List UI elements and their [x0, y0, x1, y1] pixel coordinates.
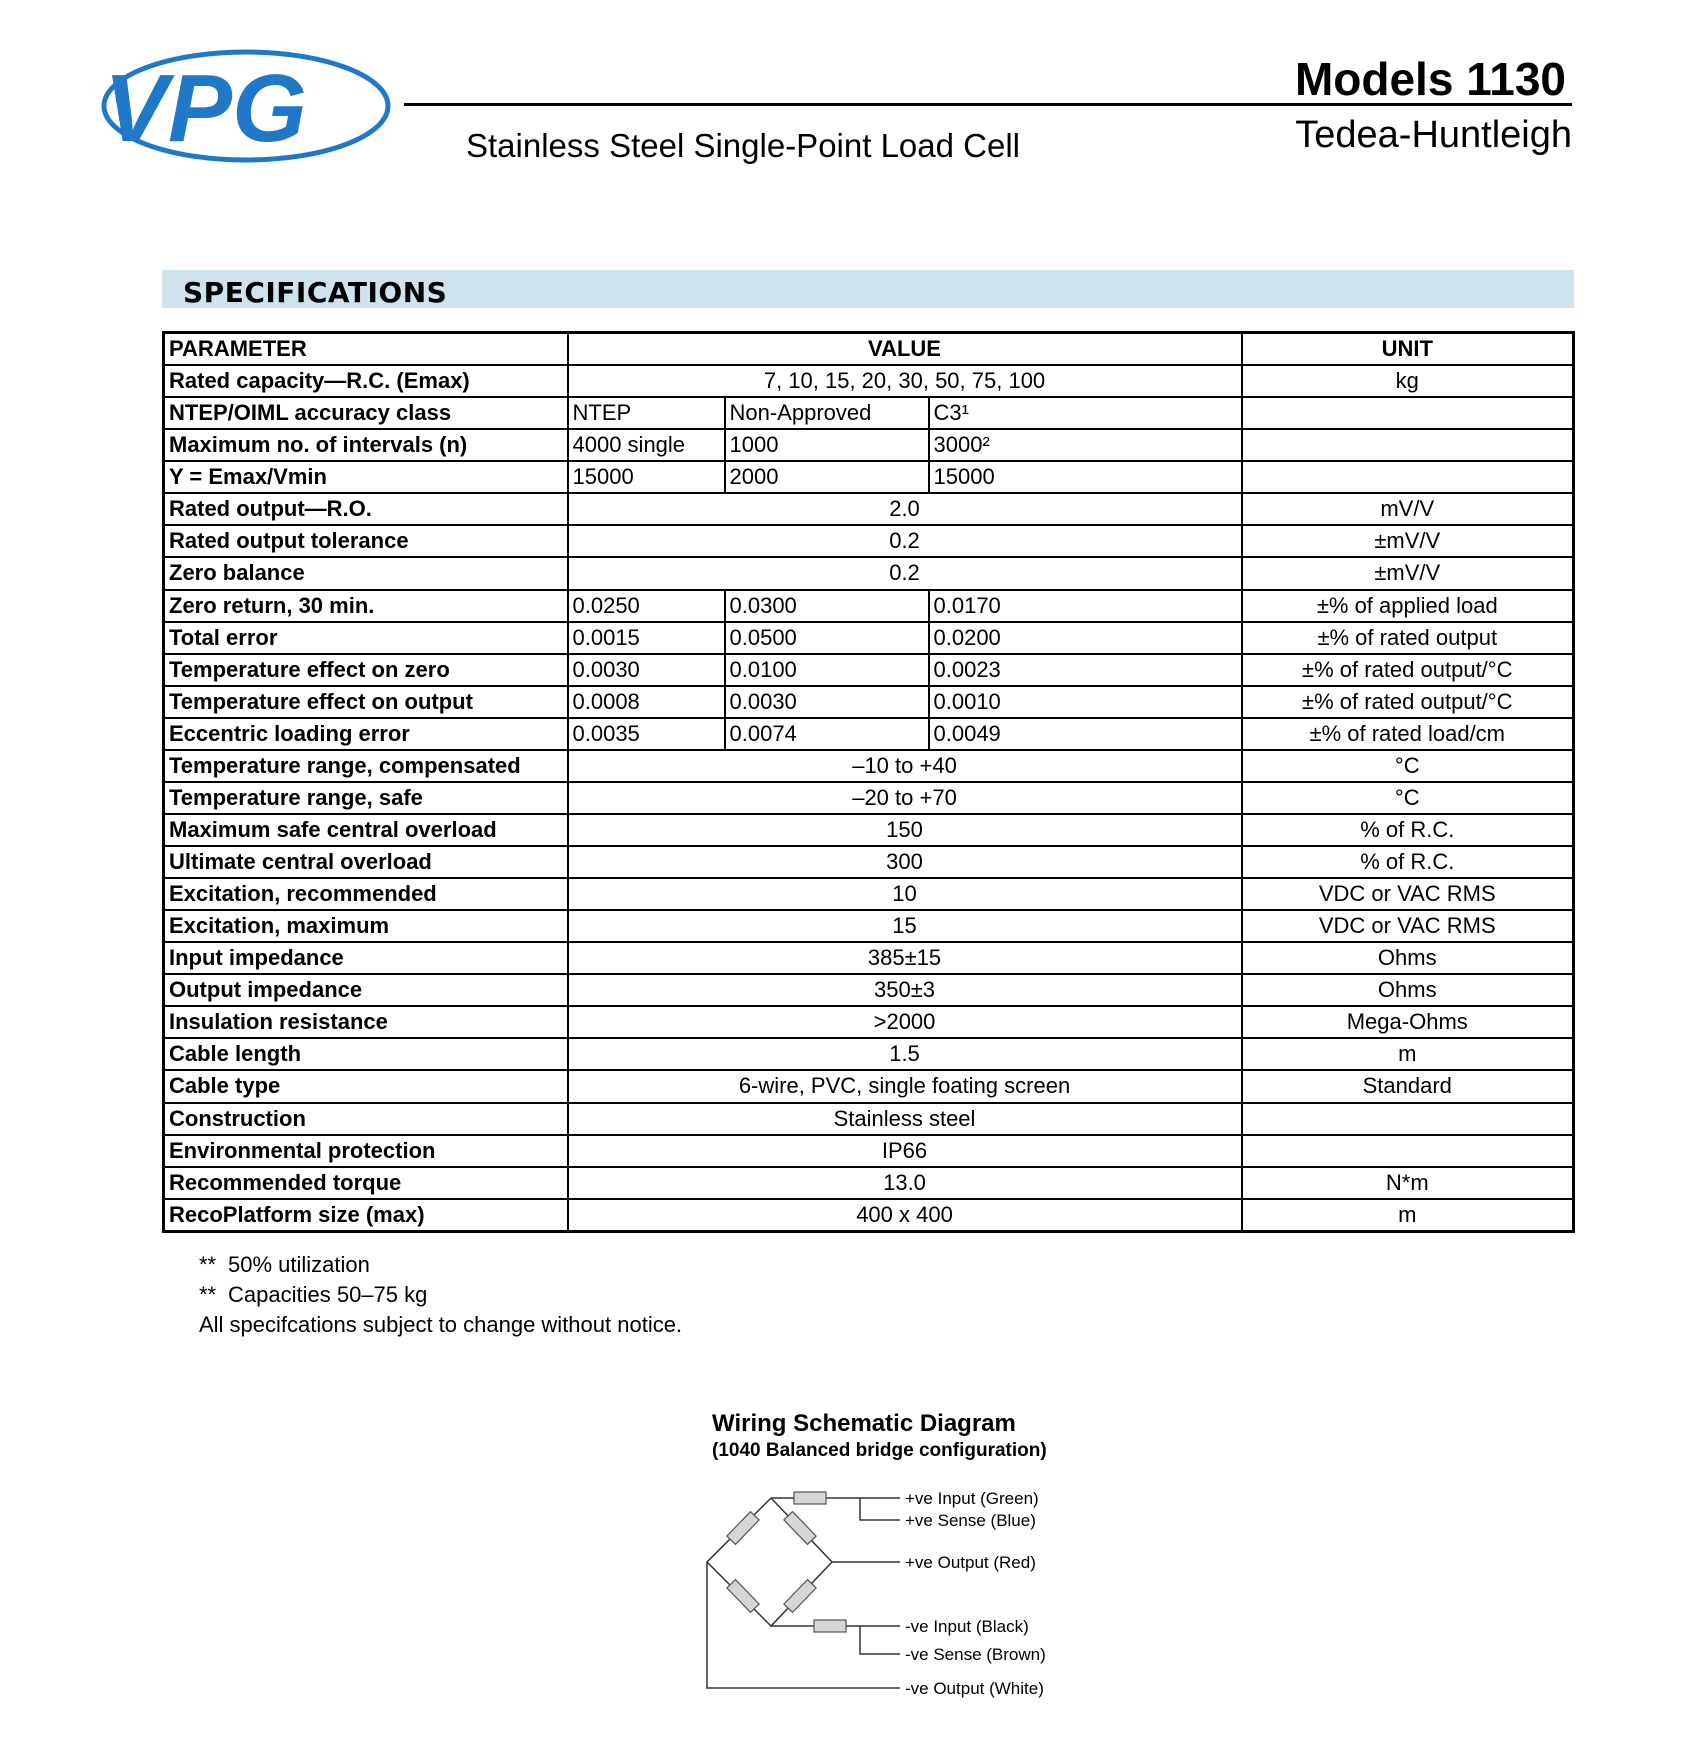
table-row [164, 525, 1574, 557]
footnote-1 [199, 1250, 682, 1280]
row-value-nonapproved: 0.0030 [725, 686, 929, 718]
row-param: Temperature range, compensated [164, 750, 568, 782]
row-value: 300 [568, 846, 1242, 878]
row-value-c3: 0.0170 [929, 590, 1242, 622]
row-unit: N*m [1242, 1167, 1574, 1199]
row-param: Rated capacity—R.C. (Emax) [164, 365, 568, 397]
row-value: 10 [568, 878, 1242, 910]
row-unit: VDC or VAC RMS [1242, 910, 1574, 942]
row-value: 385±15 [568, 942, 1242, 974]
row-unit [1242, 1135, 1574, 1167]
table-row [164, 397, 1574, 429]
row-unit: Standard [1242, 1070, 1574, 1102]
row-value-ntep: 15000 [568, 461, 725, 493]
row-value-nonapproved: 0.0300 [725, 590, 929, 622]
row-param: Input impedance [164, 942, 568, 974]
row-value-nonapproved: 0.0100 [725, 654, 929, 686]
row-param: Recommended torque [164, 1167, 568, 1199]
row-value-c3: 0.0049 [929, 718, 1242, 750]
table-row [164, 750, 1574, 782]
row-unit [1242, 397, 1574, 429]
table-row [164, 622, 1574, 654]
wiring-subtitle: (1040 Balanced bridge configuration) [712, 1440, 1047, 1461]
row-value-nonapproved: Non-Approved [725, 397, 929, 429]
table-row [164, 1135, 1574, 1167]
table-row [164, 974, 1574, 1006]
row-value-c3: 0.0200 [929, 622, 1242, 654]
row-value-nonapproved: 2000 [725, 461, 929, 493]
row-param: NTEP/OIML accuracy class [164, 397, 568, 429]
table-row [164, 1038, 1574, 1070]
row-value: 15 [568, 910, 1242, 942]
row-value: 0.2 [568, 525, 1242, 557]
row-value-nonapproved: 1000 [725, 429, 929, 461]
model-title: Models 1130 [1294, 53, 1566, 105]
row-value: 2.0 [568, 493, 1242, 525]
row-value: 0.2 [568, 557, 1242, 589]
row-unit: % of R.C. [1242, 814, 1574, 846]
row-unit: kg [1242, 365, 1574, 397]
wiring-schematic [690, 1470, 1090, 1730]
row-value-c3: 0.0010 [929, 686, 1242, 718]
disclaimer: All specifcations subject to change without notice. [199, 1312, 683, 1337]
row-unit: m [1242, 1199, 1574, 1232]
row-unit: mV/V [1242, 493, 1574, 525]
row-param: Temperature effect on zero [164, 654, 568, 686]
header-parameter: PARAMETER [164, 333, 568, 366]
footnote-mark: ** [199, 1282, 217, 1307]
row-unit [1242, 461, 1574, 493]
section-title: SPECIFICATIONS [183, 276, 448, 309]
product-subtitle: Stainless Steel Single-Point Load Cell [466, 127, 1020, 164]
row-unit: ±% of rated output/°C [1242, 654, 1574, 686]
table-row [164, 1103, 1574, 1135]
row-value-c3: C3¹ [929, 397, 1242, 429]
row-value-ntep: 0.0035 [568, 718, 725, 750]
header-value: VALUE [568, 333, 1242, 366]
row-unit: ±% of rated load/cm [1242, 718, 1574, 750]
vpg-logo [96, 44, 396, 174]
row-unit: °C [1242, 782, 1574, 814]
table-row [164, 1070, 1574, 1102]
table-row [164, 429, 1574, 461]
row-value-c3: 0.0023 [929, 654, 1242, 686]
row-unit: °C [1242, 750, 1574, 782]
table-row [164, 1199, 1574, 1232]
row-unit: Mega-Ohms [1242, 1006, 1574, 1038]
table-row [164, 814, 1574, 846]
label-neg-input: -ve Input (Black) [905, 1617, 1029, 1636]
row-value-ntep: 0.0030 [568, 654, 725, 686]
specifications-banner [162, 270, 1574, 308]
row-value-c3: 15000 [929, 461, 1242, 493]
row-unit: ±% of rated output/°C [1242, 686, 1574, 718]
row-value-ntep: 0.0250 [568, 590, 725, 622]
row-param: Rated output tolerance [164, 525, 568, 557]
row-value-c3: 3000² [929, 429, 1242, 461]
row-value: 6-wire, PVC, single foating screen [568, 1070, 1242, 1102]
row-value: 150 [568, 814, 1242, 846]
row-param: RecoPlatform size (max) [164, 1199, 568, 1232]
row-unit: ±% of rated output [1242, 622, 1574, 654]
row-param: Y = Emax/Vmin [164, 461, 568, 493]
row-param: Temperature range, safe [164, 782, 568, 814]
label-pos-sense: +ve Sense (Blue) [905, 1511, 1036, 1530]
row-unit: ±mV/V [1242, 557, 1574, 589]
row-value-nonapproved: 0.0074 [725, 718, 929, 750]
row-param: Eccentric loading error [164, 718, 568, 750]
row-unit [1242, 429, 1574, 461]
row-unit: VDC or VAC RMS [1242, 878, 1574, 910]
wiring-title: Wiring Schematic Diagram [712, 1410, 1016, 1437]
footnote-text: Capacities 50–75 kg [228, 1282, 428, 1307]
table-row [164, 557, 1574, 589]
row-param: Maximum no. of intervals (n) [164, 429, 568, 461]
row-unit [1242, 1103, 1574, 1135]
row-value-ntep: 0.0015 [568, 622, 725, 654]
table-row [164, 718, 1574, 750]
row-param: Insulation resistance [164, 1006, 568, 1038]
table-row [164, 590, 1574, 622]
table-row [164, 654, 1574, 686]
label-neg-output: -ve Output (White) [905, 1679, 1044, 1698]
specifications-table [162, 331, 1575, 1233]
label-pos-input: +ve Input (Green) [905, 1489, 1039, 1508]
row-value: 350±3 [568, 974, 1242, 1006]
row-value-ntep: NTEP [568, 397, 725, 429]
row-unit: ±mV/V [1242, 525, 1574, 557]
row-value: 7, 10, 15, 20, 30, 50, 75, 100 [568, 365, 1242, 397]
row-value-nonapproved: 0.0500 [725, 622, 929, 654]
row-value: 400 x 400 [568, 1199, 1242, 1232]
table-row [164, 365, 1574, 397]
row-value: –20 to +70 [568, 782, 1242, 814]
row-unit: Ohms [1242, 974, 1574, 1006]
row-param: Total error [164, 622, 568, 654]
footnote-mark: ** [199, 1252, 217, 1277]
row-unit: Ohms [1242, 942, 1574, 974]
table-header-row [164, 333, 1574, 366]
table-row [164, 878, 1574, 910]
row-param: Cable type [164, 1070, 568, 1102]
table-row [164, 910, 1574, 942]
table-row [164, 782, 1574, 814]
row-value: –10 to +40 [568, 750, 1242, 782]
resistor-bottom [814, 1620, 846, 1632]
row-param: Environmental protection [164, 1135, 568, 1167]
header-unit: UNIT [1242, 333, 1574, 366]
row-param: Excitation, maximum [164, 910, 568, 942]
row-value-ntep: 0.0008 [568, 686, 725, 718]
row-param: Zero return, 30 min. [164, 590, 568, 622]
row-unit: ±% of applied load [1242, 590, 1574, 622]
row-param: Cable length [164, 1038, 568, 1070]
footnote-2 [199, 1280, 682, 1310]
row-unit: m [1242, 1038, 1574, 1070]
table-row [164, 493, 1574, 525]
table-row [164, 846, 1574, 878]
row-param: Maximum safe central overload [164, 814, 568, 846]
resistor-lower-left [727, 1580, 759, 1613]
row-param: Rated output—R.O. [164, 493, 568, 525]
table-row [164, 942, 1574, 974]
row-param: Ultimate central overload [164, 846, 568, 878]
label-pos-output: +ve Output (Red) [905, 1553, 1036, 1572]
resistor-top [794, 1492, 826, 1504]
footnotes [199, 1250, 682, 1340]
row-value: >2000 [568, 1006, 1242, 1038]
row-param: Zero balance [164, 557, 568, 589]
table-row [164, 1006, 1574, 1038]
row-param: Output impedance [164, 974, 568, 1006]
resistor-upper-left [727, 1512, 759, 1545]
table-row [164, 686, 1574, 718]
row-value: 1.5 [568, 1038, 1242, 1070]
row-value: Stainless steel [568, 1103, 1242, 1135]
row-param: Excitation, recommended [164, 878, 568, 910]
row-value: IP66 [568, 1135, 1242, 1167]
footnote-text: 50% utilization [228, 1252, 370, 1277]
row-unit: % of R.C. [1242, 846, 1574, 878]
row-value-ntep: 4000 single [568, 429, 725, 461]
label-neg-sense: -ve Sense (Brown) [905, 1645, 1046, 1664]
brand-name: Tedea-Huntleigh [1295, 114, 1572, 156]
logo-text: VPG [104, 55, 307, 162]
row-value: 13.0 [568, 1167, 1242, 1199]
table-row [164, 1167, 1574, 1199]
resistor-upper-right [784, 1512, 816, 1545]
table-row [164, 461, 1574, 493]
row-param: Construction [164, 1103, 568, 1135]
resistor-lower-right [784, 1580, 816, 1613]
row-param: Temperature effect on output [164, 686, 568, 718]
